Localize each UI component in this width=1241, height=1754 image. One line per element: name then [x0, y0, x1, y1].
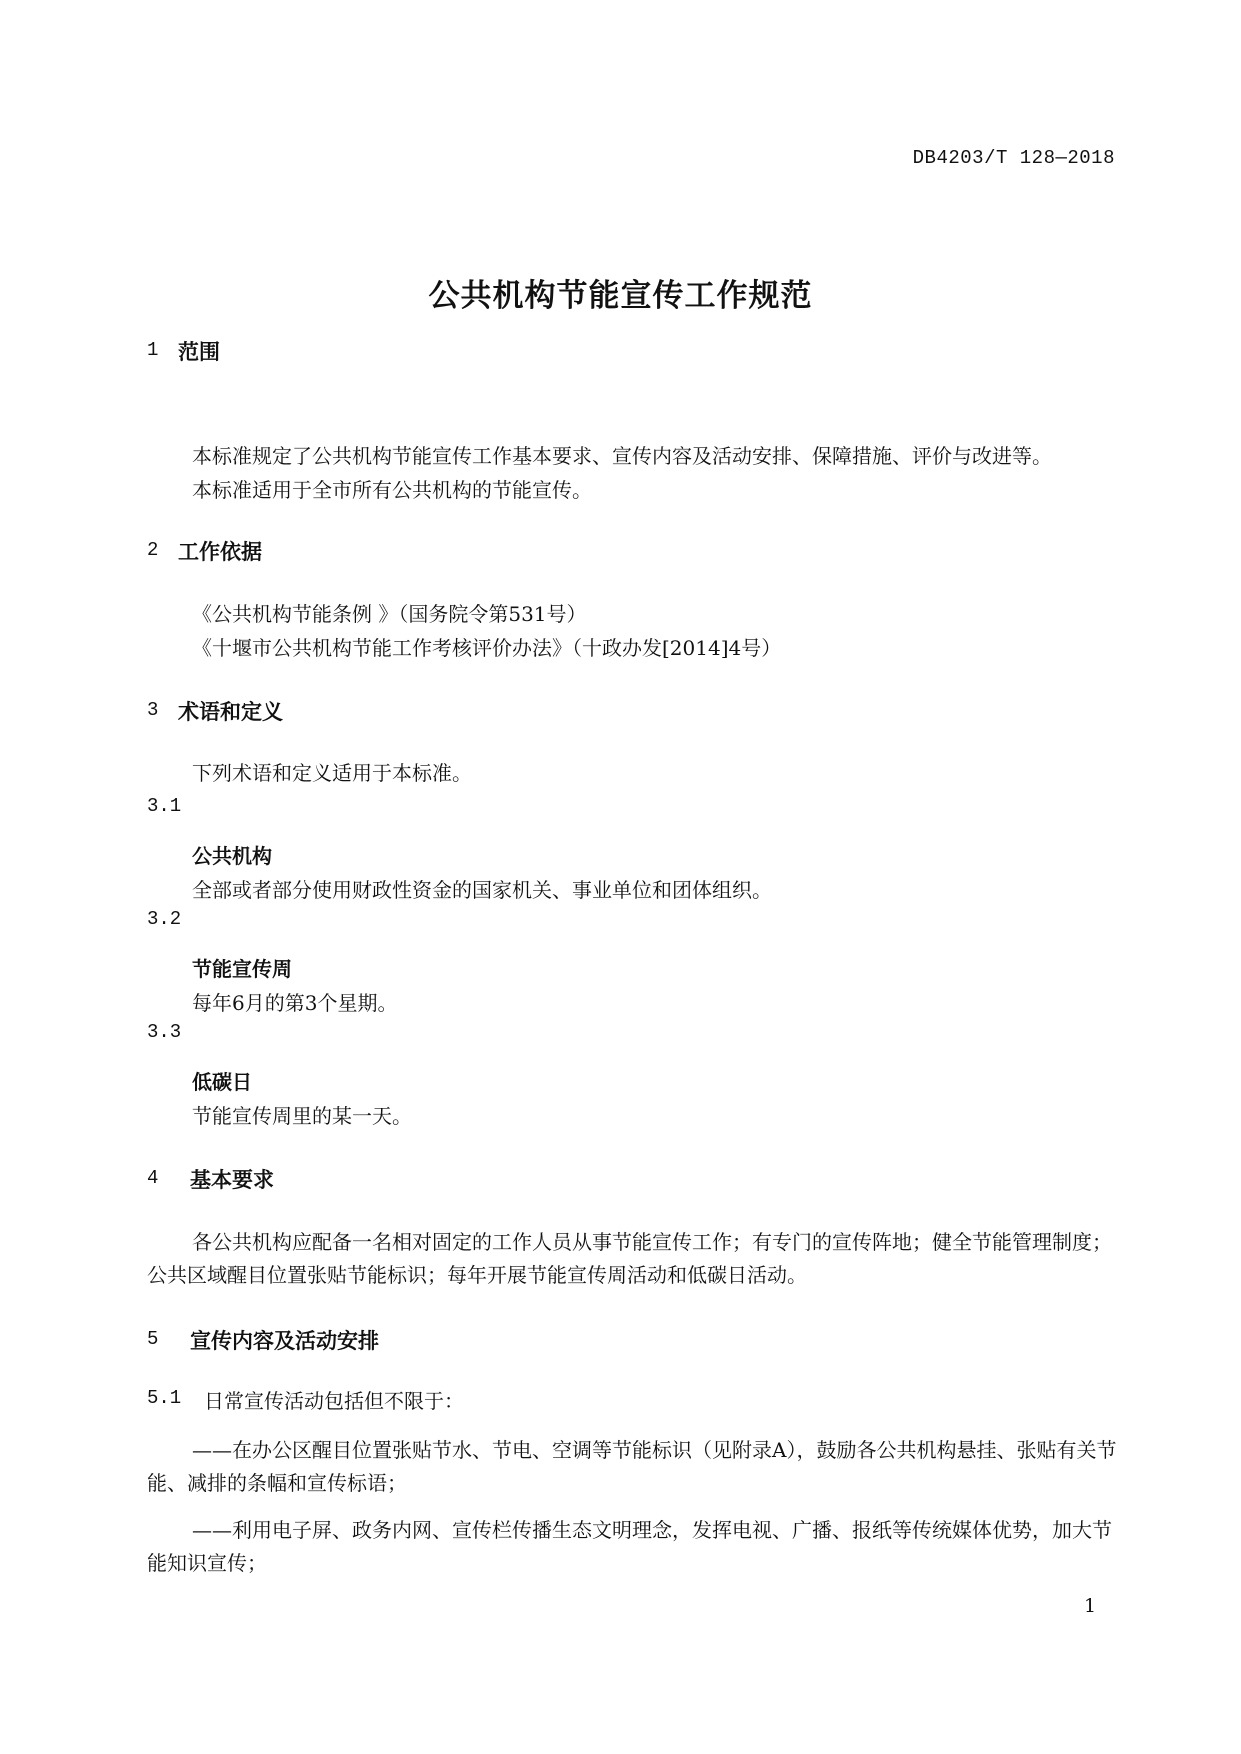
standard-code: DB4203/T 128—2018	[912, 147, 1115, 169]
section-4-title: 基本要求	[190, 1168, 274, 1192]
term-name: 公共机构	[192, 844, 272, 868]
subsection-5-1-number: 5.1	[147, 1387, 182, 1409]
term-definition: 每年6月的第3个星期。	[192, 991, 398, 1015]
section-2-title: 工作依据	[178, 540, 262, 564]
section-5-number: 5	[147, 1328, 159, 1350]
term-definition: 节能宣传周里的某一天。	[192, 1104, 412, 1128]
term-name: 节能宣传周	[192, 957, 292, 981]
section-2-number: 2	[147, 539, 159, 561]
section-1-line-2: 本标准适用于全市所有公共机构的节能宣传。	[192, 478, 592, 502]
section-3-intro: 下列术语和定义适用于本标准。	[192, 761, 472, 785]
term-number: 3.2	[147, 908, 182, 930]
section-4-text: 各公共机构应配备一名相对固定的工作人员从事节能宣传工作；有专门的宣传阵地；健全节能管理制度；公共区域醒目位置张贴节能标识；每年开展节能宣传周活动和低碳日活动。	[147, 1230, 1112, 1287]
term-number: 3.3	[147, 1021, 182, 1043]
page-number: 1	[1084, 1595, 1097, 1617]
section-2-line-1: 《公共机构节能条例 》（国务院令第531号）	[192, 602, 587, 626]
section-3-title: 术语和定义	[178, 700, 283, 724]
term-number: 3.1	[147, 795, 182, 817]
term-name: 低碳日	[192, 1070, 252, 1094]
term-definition: 全部或者部分使用财政性资金的国家机关、事业单位和团体组织。	[192, 878, 772, 902]
list-item: ——在办公区醒目位置张贴节水、节电、空调等节能标识（见附录A），鼓励各公共机构悬挂、张贴有关节能、减排的条幅和宣传标语；	[147, 1438, 1117, 1495]
section-1-title: 范围	[178, 340, 220, 364]
section-2-line-2: 《十堰市公共机构节能工作考核评价办法》（十政办发[2014]4号）	[192, 636, 782, 660]
section-4-number: 4	[147, 1167, 159, 1189]
section-3-number: 3	[147, 699, 159, 721]
document-title: 公共机构节能宣传工作规范	[428, 278, 813, 314]
section-5-title: 宣传内容及活动安排	[190, 1329, 379, 1353]
subsection-5-1-text: 日常宣传活动包括但不限于：	[204, 1389, 464, 1413]
section-1-number: 1	[147, 339, 159, 361]
list-item: ——利用电子屏、政务内网、宣传栏传播生态文明理念，发挥电视、广播、报纸等传统媒体优势，加大节能知识宣传；	[147, 1518, 1112, 1575]
section-1-line-1: 本标准规定了公共机构节能宣传工作基本要求、宣传内容及活动安排、保障措施、评价与改进等。	[192, 444, 1052, 468]
